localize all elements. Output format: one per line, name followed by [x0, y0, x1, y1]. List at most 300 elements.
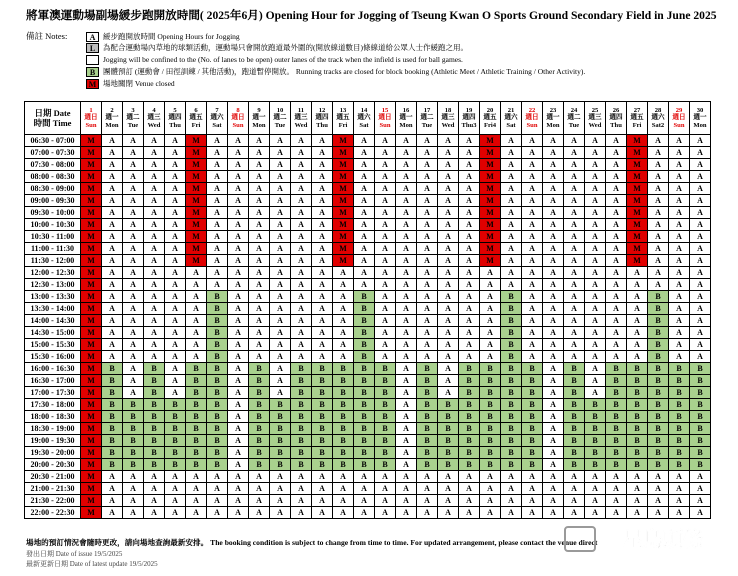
jogging-open-cell: A — [480, 327, 501, 339]
jogging-open-cell: A — [228, 435, 249, 447]
block-booking-cell: B — [480, 387, 501, 399]
jogging-open-cell: A — [333, 291, 354, 303]
jogging-open-cell: A — [228, 135, 249, 147]
day-header-en: Tue — [127, 121, 139, 129]
jogging-open-cell: A — [396, 459, 417, 471]
jogging-open-cell: A — [501, 171, 522, 183]
jogging-open-cell: A — [291, 267, 312, 279]
jogging-open-cell: A — [543, 339, 564, 351]
block-booking-cell: B — [501, 447, 522, 459]
jogging-open-cell: A — [543, 327, 564, 339]
day-header — [585, 102, 606, 135]
block-booking-cell: B — [564, 363, 585, 375]
jogging-open-cell: A — [249, 279, 270, 291]
block-booking-cell: B — [459, 459, 480, 471]
jogging-open-cell: A — [606, 171, 627, 183]
venue-closed-cell: M — [186, 171, 207, 183]
block-booking-cell: B — [102, 411, 123, 423]
legend-code: M — [86, 79, 99, 89]
jogging-open-cell: A — [522, 171, 543, 183]
jogging-open-cell: A — [690, 327, 711, 339]
venue-closed-cell: M — [333, 255, 354, 267]
jogging-open-cell: A — [606, 303, 627, 315]
block-booking-cell: B — [669, 375, 690, 387]
day-header — [669, 102, 690, 135]
block-booking-cell: B — [249, 447, 270, 459]
jogging-open-cell: A — [564, 291, 585, 303]
block-booking-cell: B — [627, 459, 648, 471]
time-row — [25, 147, 711, 159]
block-booking-cell: B — [375, 459, 396, 471]
block-booking-cell: B — [249, 423, 270, 435]
jogging-open-cell: A — [396, 291, 417, 303]
day-header — [480, 102, 501, 135]
block-booking-cell: B — [354, 399, 375, 411]
jogging-open-cell: A — [228, 387, 249, 399]
time-slot: 09:30 - 10:00 — [25, 207, 81, 219]
block-booking-cell: B — [123, 435, 144, 447]
jogging-open-cell: A — [228, 267, 249, 279]
time-row — [25, 387, 711, 399]
day-header-en: Thu — [169, 121, 181, 129]
block-booking-cell: B — [354, 411, 375, 423]
jogging-open-cell: A — [585, 291, 606, 303]
jogging-open-cell: A — [333, 339, 354, 351]
jogging-open-cell: A — [417, 243, 438, 255]
block-booking-cell: B — [648, 423, 669, 435]
jogging-open-cell: A — [669, 255, 690, 267]
day-header-cn: 週一 — [105, 114, 119, 122]
jogging-open-cell: A — [249, 135, 270, 147]
jogging-open-cell: A — [291, 231, 312, 243]
jogging-open-cell: A — [291, 339, 312, 351]
block-booking-cell: B — [312, 447, 333, 459]
block-booking-cell: B — [669, 363, 690, 375]
jogging-open-cell: A — [606, 291, 627, 303]
jogging-open-cell: A — [606, 483, 627, 495]
jogging-open-cell: A — [291, 315, 312, 327]
block-booking-cell: B — [690, 363, 711, 375]
legend-code: B — [86, 67, 99, 77]
venue-closed-cell: M — [627, 147, 648, 159]
time-row — [25, 447, 711, 459]
jogging-open-cell: A — [375, 195, 396, 207]
jogging-open-cell: A — [606, 495, 627, 507]
block-booking-cell: B — [690, 423, 711, 435]
header-corner — [25, 102, 81, 135]
jogging-open-cell: A — [480, 339, 501, 351]
jogging-open-cell: A — [396, 135, 417, 147]
block-booking-cell: B — [522, 375, 543, 387]
jogging-open-cell: A — [564, 483, 585, 495]
jogging-open-cell: A — [312, 267, 333, 279]
jogging-open-cell: A — [291, 255, 312, 267]
jogging-open-cell: A — [564, 327, 585, 339]
day-header-cn: 週三 — [441, 114, 455, 122]
time-slot: 12:00 - 12:30 — [25, 267, 81, 279]
jogging-open-cell: A — [501, 495, 522, 507]
jogging-open-cell: A — [375, 219, 396, 231]
block-booking-cell: B — [417, 435, 438, 447]
day-header-num: 22 — [528, 106, 536, 114]
jogging-open-cell: A — [354, 183, 375, 195]
block-booking-cell: B — [333, 387, 354, 399]
jogging-open-cell: A — [564, 135, 585, 147]
block-booking-cell: B — [648, 435, 669, 447]
jogging-open-cell: A — [564, 195, 585, 207]
jogging-open-cell: A — [312, 255, 333, 267]
jogging-open-cell: A — [396, 495, 417, 507]
jogging-open-cell: A — [690, 231, 711, 243]
jogging-open-cell: A — [228, 171, 249, 183]
venue-closed-cell: M — [81, 471, 102, 483]
block-booking-cell: B — [144, 375, 165, 387]
jogging-open-cell: A — [228, 411, 249, 423]
jogging-open-cell: A — [123, 195, 144, 207]
jogging-open-cell: A — [669, 303, 690, 315]
jogging-open-cell: A — [291, 351, 312, 363]
block-booking-cell: B — [459, 411, 480, 423]
jogging-open-cell: A — [249, 195, 270, 207]
block-booking-cell: B — [480, 447, 501, 459]
jogging-open-cell: A — [207, 135, 228, 147]
jogging-open-cell: A — [312, 303, 333, 315]
jogging-open-cell: A — [438, 255, 459, 267]
legend-text: 團體預訂 (運動會 / 田徑訓練 / 其他活動)，跑道暫停開放。 Running tracks are closed for block booking (Athletic Meet / Athletic Training / Other Activity). — [103, 67, 586, 76]
time-slot: 15:00 - 15:30 — [25, 339, 81, 351]
jogging-open-cell: A — [375, 351, 396, 363]
jogging-open-cell: A — [333, 327, 354, 339]
jogging-open-cell: A — [249, 483, 270, 495]
jogging-open-cell: A — [333, 303, 354, 315]
jogging-open-cell: A — [543, 315, 564, 327]
jogging-open-cell: A — [522, 483, 543, 495]
block-booking-cell: B — [102, 447, 123, 459]
jogging-open-cell: A — [522, 315, 543, 327]
jogging-open-cell: A — [144, 231, 165, 243]
jogging-open-cell: A — [165, 303, 186, 315]
time-slot: 12:30 - 13:00 — [25, 279, 81, 291]
schedule-body — [25, 135, 711, 519]
jogging-open-cell: A — [228, 219, 249, 231]
day-header-en: Fri4 — [483, 121, 497, 129]
jogging-open-cell: A — [123, 183, 144, 195]
block-booking-cell: B — [375, 411, 396, 423]
block-booking-cell: B — [354, 363, 375, 375]
block-booking-cell: B — [669, 423, 690, 435]
jogging-open-cell: A — [102, 315, 123, 327]
day-header-en: Thu — [610, 121, 622, 129]
day-header-en: Wed — [441, 121, 455, 129]
venue-closed-cell: M — [81, 171, 102, 183]
jogging-open-cell: A — [459, 279, 480, 291]
venue-closed-cell: M — [81, 399, 102, 411]
day-header-en: Sat — [506, 121, 516, 129]
jogging-open-cell: A — [375, 267, 396, 279]
jogging-open-cell: A — [102, 207, 123, 219]
update-date: 最新更新日期 Date of latest update 19/5/2025 — [26, 560, 158, 568]
venue-closed-cell: M — [333, 195, 354, 207]
jogging-open-cell: A — [312, 351, 333, 363]
block-booking-cell: B — [144, 423, 165, 435]
day-header-cn: 週二 — [567, 114, 581, 122]
block-booking-cell: B — [354, 327, 375, 339]
jogging-open-cell: A — [102, 159, 123, 171]
jogging-open-cell: A — [354, 507, 375, 519]
time-row — [25, 171, 711, 183]
block-booking-cell: B — [585, 411, 606, 423]
jogging-open-cell: A — [585, 267, 606, 279]
jogging-open-cell: A — [228, 459, 249, 471]
jogging-open-cell: A — [291, 159, 312, 171]
jogging-open-cell: A — [480, 303, 501, 315]
block-booking-cell: B — [690, 411, 711, 423]
jogging-open-cell: A — [543, 387, 564, 399]
jogging-open-cell: A — [648, 159, 669, 171]
venue-closed-cell: M — [81, 255, 102, 267]
jogging-open-cell: A — [648, 495, 669, 507]
jogging-open-cell: A — [249, 243, 270, 255]
jogging-open-cell: A — [312, 159, 333, 171]
jogging-open-cell: A — [228, 231, 249, 243]
block-booking-cell: B — [459, 387, 480, 399]
jogging-open-cell: A — [585, 219, 606, 231]
block-booking-cell: B — [501, 423, 522, 435]
day-header — [648, 102, 669, 135]
jogging-open-cell: A — [270, 339, 291, 351]
jogging-open-cell: A — [102, 495, 123, 507]
jogging-open-cell: A — [606, 327, 627, 339]
jogging-open-cell: A — [669, 183, 690, 195]
jogging-open-cell: A — [396, 471, 417, 483]
jogging-open-cell: A — [270, 207, 291, 219]
time-row — [25, 267, 711, 279]
jogging-open-cell: A — [543, 471, 564, 483]
block-booking-cell: B — [354, 447, 375, 459]
jogging-open-cell: A — [627, 291, 648, 303]
jogging-open-cell: A — [522, 471, 543, 483]
jogging-open-cell: A — [165, 483, 186, 495]
day-header-cn: 週二 — [420, 114, 434, 122]
jogging-open-cell: A — [543, 219, 564, 231]
block-booking-cell: B — [480, 435, 501, 447]
jogging-open-cell: A — [165, 231, 186, 243]
jogging-open-cell: A — [459, 195, 480, 207]
jogging-open-cell: A — [207, 255, 228, 267]
block-booking-cell: B — [480, 459, 501, 471]
jogging-open-cell: A — [669, 291, 690, 303]
block-booking-cell: B — [375, 387, 396, 399]
day-header-cn: 週六 — [210, 114, 224, 122]
jogging-open-cell: A — [648, 147, 669, 159]
jogging-open-cell: A — [291, 219, 312, 231]
time-slot: 09:00 - 09:30 — [25, 195, 81, 207]
block-booking-cell: B — [249, 399, 270, 411]
day-header-num: 13 — [339, 106, 347, 114]
venue-closed-cell: M — [81, 231, 102, 243]
jogging-open-cell: A — [123, 279, 144, 291]
venue-closed-cell: M — [81, 423, 102, 435]
jogging-open-cell: A — [564, 255, 585, 267]
block-booking-cell: B — [564, 423, 585, 435]
jogging-open-cell: A — [312, 243, 333, 255]
jogging-open-cell: A — [438, 183, 459, 195]
legend-row — [86, 66, 585, 77]
jogging-open-cell: A — [270, 387, 291, 399]
day-header — [186, 102, 207, 135]
jogging-open-cell: A — [543, 435, 564, 447]
day-header-en: Fri — [338, 121, 348, 129]
jogging-open-cell: A — [123, 471, 144, 483]
jogging-open-cell: A — [690, 243, 711, 255]
day-header-en: Sun — [232, 121, 244, 129]
jogging-open-cell: A — [123, 483, 144, 495]
jogging-open-cell: A — [438, 279, 459, 291]
block-booking-cell: B — [270, 447, 291, 459]
jogging-open-cell: A — [585, 195, 606, 207]
jogging-open-cell: A — [648, 183, 669, 195]
jogging-open-cell: A — [396, 255, 417, 267]
jogging-open-cell: A — [270, 327, 291, 339]
block-booking-cell: B — [417, 423, 438, 435]
jogging-open-cell: A — [669, 483, 690, 495]
venue-closed-cell: M — [186, 219, 207, 231]
block-booking-cell: B — [522, 435, 543, 447]
jogging-open-cell: A — [228, 315, 249, 327]
jogging-open-cell: A — [375, 495, 396, 507]
jogging-open-cell: A — [606, 471, 627, 483]
jogging-open-cell: A — [396, 147, 417, 159]
jogging-open-cell: A — [228, 351, 249, 363]
jogging-open-cell: A — [417, 255, 438, 267]
block-booking-cell: B — [375, 447, 396, 459]
time-slot: 10:00 - 10:30 — [25, 219, 81, 231]
jogging-open-cell: A — [459, 471, 480, 483]
jogging-open-cell: A — [249, 255, 270, 267]
legend-code — [86, 55, 99, 65]
time-slot: 13:00 - 13:30 — [25, 291, 81, 303]
jogging-open-cell: A — [123, 351, 144, 363]
jogging-open-cell: A — [186, 291, 207, 303]
jogging-open-cell: A — [165, 255, 186, 267]
page-title: 將軍澳運動場副場緩步跑開放時間( 2025年6月) Opening Hour for Jogging of Tseung Kwan O Sports Ground Secondary Field in June 2025 — [26, 9, 717, 22]
day-header-cn: 週二 — [126, 114, 140, 122]
block-booking-cell: B — [144, 459, 165, 471]
block-booking-cell: B — [606, 399, 627, 411]
jogging-open-cell: A — [690, 315, 711, 327]
jogging-open-cell: A — [228, 243, 249, 255]
schedule-table — [24, 101, 711, 519]
day-header-en: Tue — [568, 121, 580, 129]
block-booking-cell: B — [627, 435, 648, 447]
jogging-open-cell: A — [522, 135, 543, 147]
block-booking-cell: B — [333, 435, 354, 447]
jogging-open-cell: A — [354, 495, 375, 507]
time-slot: 21:30 - 22:00 — [25, 495, 81, 507]
venue-closed-cell: M — [333, 231, 354, 243]
venue-closed-cell: M — [81, 375, 102, 387]
jogging-open-cell: A — [375, 255, 396, 267]
jogging-open-cell: A — [270, 159, 291, 171]
jogging-open-cell: A — [312, 315, 333, 327]
time-row — [25, 507, 711, 519]
day-header-cn: 週日 — [378, 114, 392, 122]
day-header — [375, 102, 396, 135]
block-booking-cell: B — [144, 363, 165, 375]
jogging-open-cell: A — [606, 255, 627, 267]
jogging-open-cell: A — [123, 387, 144, 399]
jogging-open-cell: A — [648, 507, 669, 519]
jogging-open-cell: A — [165, 267, 186, 279]
jogging-open-cell: A — [501, 219, 522, 231]
jogging-open-cell: A — [396, 507, 417, 519]
venue-closed-cell: M — [480, 255, 501, 267]
jogging-open-cell: A — [669, 231, 690, 243]
time-row — [25, 279, 711, 291]
block-booking-cell: B — [249, 459, 270, 471]
watermark-logo — [563, 524, 733, 554]
jogging-open-cell: A — [522, 495, 543, 507]
block-booking-cell: B — [354, 303, 375, 315]
block-booking-cell: B — [522, 399, 543, 411]
jogging-open-cell: A — [438, 135, 459, 147]
block-booking-cell: B — [186, 399, 207, 411]
jogging-open-cell: A — [522, 147, 543, 159]
block-booking-cell: B — [270, 435, 291, 447]
block-booking-cell: B — [333, 447, 354, 459]
block-booking-cell: B — [291, 411, 312, 423]
jogging-open-cell: A — [312, 495, 333, 507]
block-booking-cell: B — [606, 375, 627, 387]
block-booking-cell: B — [291, 363, 312, 375]
day-header-num: 8 — [236, 106, 240, 114]
jogging-open-cell: A — [564, 495, 585, 507]
jogging-open-cell: A — [585, 183, 606, 195]
jogging-open-cell: A — [522, 195, 543, 207]
venue-closed-cell: M — [81, 183, 102, 195]
day-header — [291, 102, 312, 135]
jogging-open-cell: A — [459, 207, 480, 219]
jogging-open-cell: A — [270, 255, 291, 267]
jogging-open-cell: A — [606, 315, 627, 327]
venue-closed-cell: M — [480, 207, 501, 219]
jogging-open-cell: A — [144, 291, 165, 303]
jogging-open-cell: A — [564, 243, 585, 255]
jogging-open-cell: A — [207, 171, 228, 183]
legend-text: 緩步跑開放時間 Opening Hours for Jogging — [103, 32, 240, 41]
jogging-open-cell: A — [585, 171, 606, 183]
footer-note: 場地的預訂情況會隨時更改，請向場地查詢最新安排。 The booking condition is subject to change from time to time. For updated arrangement, please contact the venue direct — [26, 538, 598, 547]
block-booking-cell: B — [564, 435, 585, 447]
block-booking-cell: B — [690, 459, 711, 471]
jogging-open-cell: A — [585, 375, 606, 387]
jogging-open-cell: A — [102, 267, 123, 279]
jogging-open-cell: A — [690, 291, 711, 303]
block-booking-cell: B — [207, 411, 228, 423]
venue-closed-cell: M — [81, 411, 102, 423]
jogging-open-cell: A — [312, 279, 333, 291]
block-booking-cell: B — [102, 459, 123, 471]
day-header-en: Tue — [274, 121, 286, 129]
jogging-open-cell: A — [102, 483, 123, 495]
jogging-open-cell: A — [396, 171, 417, 183]
jogging-open-cell: A — [480, 279, 501, 291]
block-booking-cell: B — [207, 315, 228, 327]
venue-closed-cell: M — [186, 183, 207, 195]
block-booking-cell: B — [417, 387, 438, 399]
jogging-open-cell: A — [123, 207, 144, 219]
jogging-open-cell: A — [333, 267, 354, 279]
